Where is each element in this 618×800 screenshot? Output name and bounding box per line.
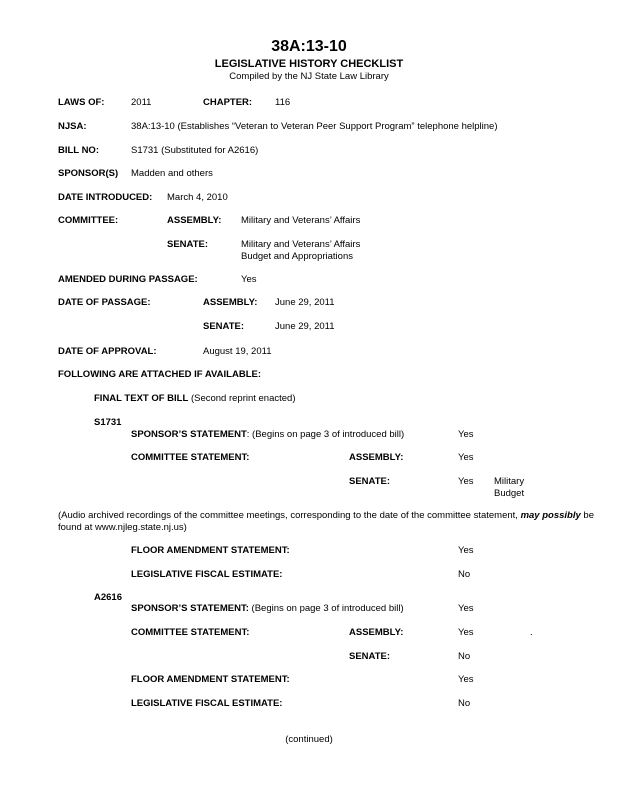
a2616-assembly-label: ASSEMBLY: [349, 627, 404, 638]
s1731-sponsor-note: : (Begins on page 3 of introduced bill) [246, 429, 405, 440]
s1731-sponsor-line [131, 429, 404, 441]
a2616-stray-mark: . [530, 627, 533, 638]
approval-value: August 19, 2011 [203, 346, 272, 357]
statute-heading: 38A:13-10 [271, 38, 347, 55]
passage-label: DATE OF PASSAGE: [58, 297, 151, 308]
s1731-senate-note-1: Military [494, 476, 525, 487]
final-text-note: (Second reprint enacted) [190, 393, 296, 404]
a2616-floor-value: Yes [458, 674, 474, 685]
njsa-value: 38A:13-10 (Establishes “Veteran to Veteran Peer Support Program” telephone helpline) [131, 121, 498, 132]
laws-of-value: 2011 [131, 97, 152, 108]
bill-no-value: S1731 (Substituted for A2616) [131, 145, 259, 156]
s1731-floor-value: Yes [458, 545, 474, 556]
s1731-senate-label: SENATE: [349, 476, 390, 487]
date-introduced-label: DATE INTRODUCED: [58, 192, 153, 203]
final-text-line [94, 393, 296, 405]
passage-senate-value: June 29, 2011 [275, 321, 335, 332]
audio-archive-note [58, 510, 606, 534]
passage-assembly-value: June 29, 2011 [275, 297, 335, 308]
sponsors-label: SPONSOR(S) [58, 168, 119, 179]
laws-of-label: LAWS OF: [58, 97, 105, 108]
amended-label: AMENDED DURING PASSAGE: [58, 274, 198, 285]
continued-footer: (continued) [285, 734, 333, 745]
amended-value: Yes [241, 274, 257, 285]
committee-assembly-value: Military and Veterans’ Affairs [241, 215, 361, 226]
committee-senate-value-2: Budget and Appropriations [241, 251, 353, 262]
approval-label: DATE OF APPROVAL: [58, 346, 157, 357]
audio-note-text-a: (Audio archived recordings of the committee meetings, corresponding to the date of the committee statement, [58, 510, 521, 521]
chapter-value: 116 [275, 97, 291, 108]
committee-senate-value-1: Military and Veterans’ Affairs [241, 239, 361, 250]
s1731-assembly-label: ASSEMBLY: [349, 452, 404, 463]
passage-assembly-label: ASSEMBLY: [203, 297, 258, 308]
audio-note-emphasis: may possibly [520, 510, 581, 521]
a2616-bill-heading: A2616 [94, 592, 122, 603]
a2616-assembly-value: Yes [458, 627, 474, 638]
attached-heading: FOLLOWING ARE ATTACHED IF AVAILABLE: [58, 369, 261, 380]
audio-note-text-c: be found at www.njleg.state.nj.us) [58, 510, 594, 533]
s1731-floor-label: FLOOR AMENDMENT STATEMENT: [131, 545, 290, 556]
passage-senate-label: SENATE: [203, 321, 244, 332]
committee-senate-label: SENATE: [167, 239, 208, 250]
compiled-by: Compiled by the NJ State Law Library [229, 71, 389, 82]
s1731-fiscal-value: No [458, 569, 471, 580]
s1731-bill-heading: S1731 [94, 417, 122, 428]
a2616-fiscal-label: LEGISLATIVE FISCAL ESTIMATE: [131, 698, 283, 709]
s1731-sponsor-label: SPONSOR’S STATEMENT [131, 429, 247, 440]
s1731-fiscal-label: LEGISLATIVE FISCAL ESTIMATE: [131, 569, 283, 580]
bill-no-label: BILL NO: [58, 145, 99, 156]
njsa-label: NJSA: [58, 121, 87, 132]
a2616-sponsor-value: Yes [458, 603, 474, 614]
s1731-senate-value: Yes [458, 476, 474, 487]
a2616-fiscal-value: No [458, 698, 471, 709]
a2616-sponsor-line [131, 603, 404, 615]
a2616-sponsor-note: (Begins on page 3 of introduced bill) [248, 603, 404, 614]
committee-assembly-label: ASSEMBLY: [167, 215, 222, 226]
page-title: LEGISLATIVE HISTORY CHECKLIST [214, 58, 404, 70]
s1731-sponsor-value: Yes [458, 429, 474, 440]
a2616-senate-value: No [458, 651, 471, 662]
a2616-committee-label: COMMITTEE STATEMENT: [131, 627, 250, 638]
committee-label: COMMITTEE: [58, 215, 119, 226]
sponsors-value: Madden and others [131, 168, 213, 179]
a2616-floor-label: FLOOR AMENDMENT STATEMENT: [131, 674, 290, 685]
date-introduced-value: March 4, 2010 [167, 192, 228, 203]
a2616-sponsor-label: SPONSOR’S STATEMENT: [131, 603, 249, 614]
s1731-assembly-value: Yes [458, 452, 474, 463]
chapter-label: CHAPTER: [203, 97, 253, 108]
a2616-senate-label: SENATE: [349, 651, 390, 662]
s1731-senate-note-2: Budget [494, 488, 525, 499]
final-text-label: FINAL TEXT OF BILL [94, 393, 189, 404]
s1731-committee-label: COMMITTEE STATEMENT: [131, 452, 250, 463]
